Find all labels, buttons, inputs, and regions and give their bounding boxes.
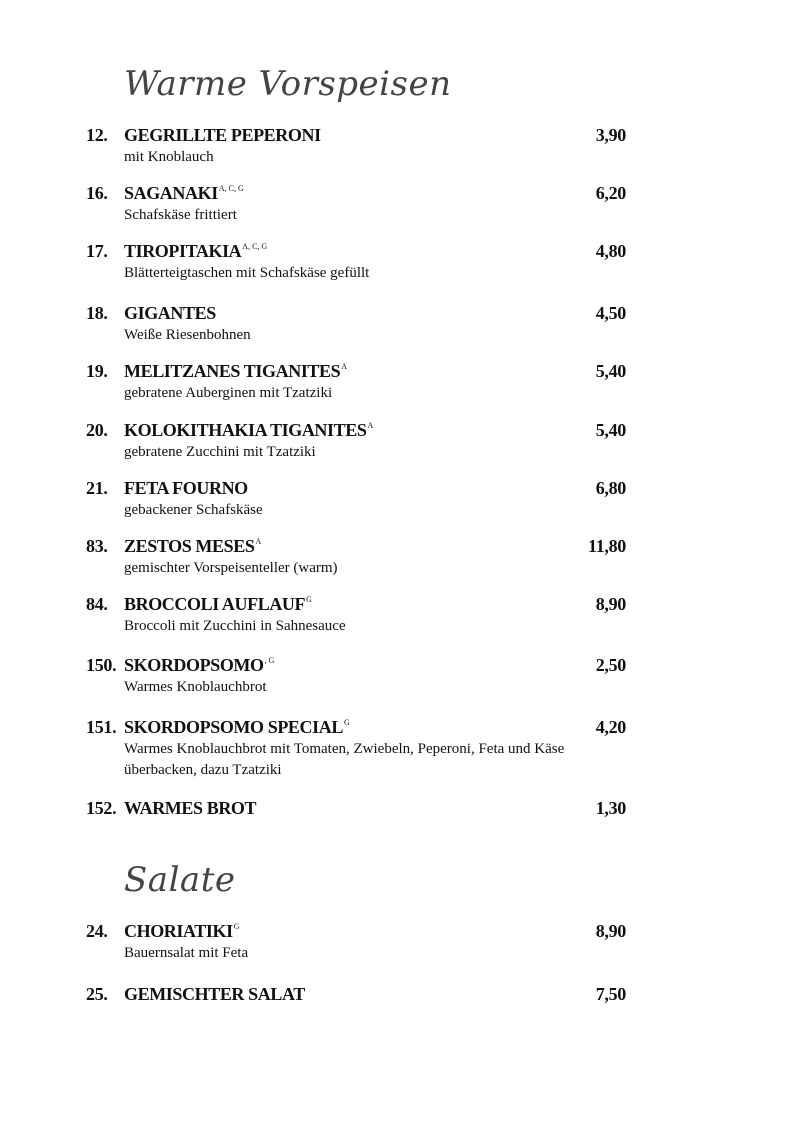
menu-item — [86, 921, 626, 964]
allergen-codes: A — [367, 421, 374, 430]
item-number: 20. — [86, 420, 108, 440]
menu-item — [86, 798, 626, 820]
item-number: 84. — [86, 594, 108, 614]
item-name: GIGANTES — [124, 303, 216, 323]
item-name: SKORDOPSOMO $SPECIAL^G$ — [124, 717, 350, 737]
item-description: Weiße Riesenbohnen — [124, 327, 251, 343]
item-description: Broccoli mit Zucchini in Sahnesauce — [124, 618, 346, 634]
item-price: 2,50 — [595, 655, 626, 675]
menu-item — [86, 594, 626, 637]
item-description: gebackener Schafskäse — [124, 502, 263, 518]
item-number: 150. — [86, 655, 117, 675]
item-description: Schafskäse frittiert — [124, 207, 237, 223]
item-name: $TIROPITAKIA^{A, C, G}$ — [124, 241, 268, 261]
menu-item — [86, 241, 626, 284]
menu-item — [86, 125, 626, 168]
item-price: 5,40 — [595, 361, 626, 381]
item-description: gemischter Vorspeisenteller (warm) — [124, 560, 338, 576]
allergen-codes: A — [255, 537, 262, 546]
item-price: 4,20 — [595, 717, 626, 737]
menu-item — [86, 655, 626, 698]
item-name: BROCCOLI $AUFLAUF^G$ — [124, 594, 312, 614]
section-title-salate: Salate — [124, 860, 236, 900]
allergen-codes: G — [233, 922, 240, 931]
item-number: 19. — [86, 361, 108, 381]
allergen-codes: A — [341, 362, 348, 371]
menu-item — [86, 361, 626, 404]
item-number: 18. — [86, 303, 108, 323]
item-price: 3,90 — [595, 125, 626, 145]
menu-item — [86, 984, 626, 1006]
item-description: Bauernsalat mit Feta — [124, 945, 249, 961]
menu-item — [86, 420, 626, 463]
item-number: 21. — [86, 478, 108, 498]
menu-item — [86, 478, 626, 521]
item-price: 5,40 — [595, 420, 626, 440]
item-name: $SKORDOPSOMO^{, G}$ — [124, 655, 275, 675]
item-price: 4,80 — [595, 241, 626, 261]
item-number: 12. — [86, 125, 108, 145]
item-price: 1,30 — [595, 798, 626, 818]
item-description: Blätterteigtaschen mit Schafskäse gefüllt — [124, 265, 370, 281]
item-number: 152. — [86, 798, 117, 818]
item-number: 24. — [86, 921, 108, 941]
item-price: 8,90 — [595, 594, 626, 614]
item-name: ZESTOS $MESES^A$ — [124, 536, 262, 556]
item-description: gebratene Zucchini mit Tzatziki — [124, 444, 316, 460]
item-price: 7,50 — [595, 984, 626, 1004]
item-name: $SAGANAKI^{A, C, G}$ — [124, 183, 244, 203]
allergen-codes: G — [343, 718, 350, 727]
item-number: 17. — [86, 241, 108, 261]
item-price: 4,50 — [595, 303, 626, 323]
menu-item — [86, 717, 626, 781]
allergen-codes: A, C, G — [242, 242, 268, 251]
allergen-codes: A, C, G — [218, 184, 244, 193]
menu-item — [86, 183, 626, 226]
item-price: 8,90 — [595, 921, 626, 941]
item-price: 11,80 — [587, 536, 626, 556]
item-name: WARMES BROT — [124, 798, 257, 818]
item-price: 6,80 — [595, 478, 626, 498]
item-description: mit Knoblauch — [124, 149, 214, 165]
section-title-warme-vorspeisen: Warme Vorspeisen — [124, 64, 452, 104]
allergen-codes: G — [306, 595, 312, 604]
item-description: Warmes Knoblauchbrot — [124, 679, 267, 695]
item-name: KOLOKITHAKIA $TIGANITES^A$ — [124, 420, 374, 440]
item-name: $CHORIATIKI^G$ — [124, 921, 240, 941]
item-number: 25. — [86, 984, 108, 1004]
item-name: FETA FOURNO — [124, 478, 248, 498]
item-description: gebratene Auberginen mit Tzatziki — [124, 385, 333, 401]
item-description: Warmes Knoblauchbrot mit Tomaten, Zwiebeln, Peperoni, Feta und Käse überbacken, dazu Tzatziki — [124, 741, 565, 778]
item-number: 83. — [86, 536, 108, 556]
item-name: GEGRILLTE PEPERONI — [124, 125, 321, 145]
menu-item — [86, 536, 626, 579]
item-price: 6,20 — [595, 183, 626, 203]
item-number: 151. — [86, 717, 117, 737]
item-name: GEMISCHTER SALAT — [124, 984, 305, 1004]
menu-item — [86, 303, 626, 346]
item-name: MELITZANES $TIGANITES^A$ — [124, 361, 348, 381]
allergen-codes: , G — [264, 656, 275, 665]
item-number: 16. — [86, 183, 108, 203]
